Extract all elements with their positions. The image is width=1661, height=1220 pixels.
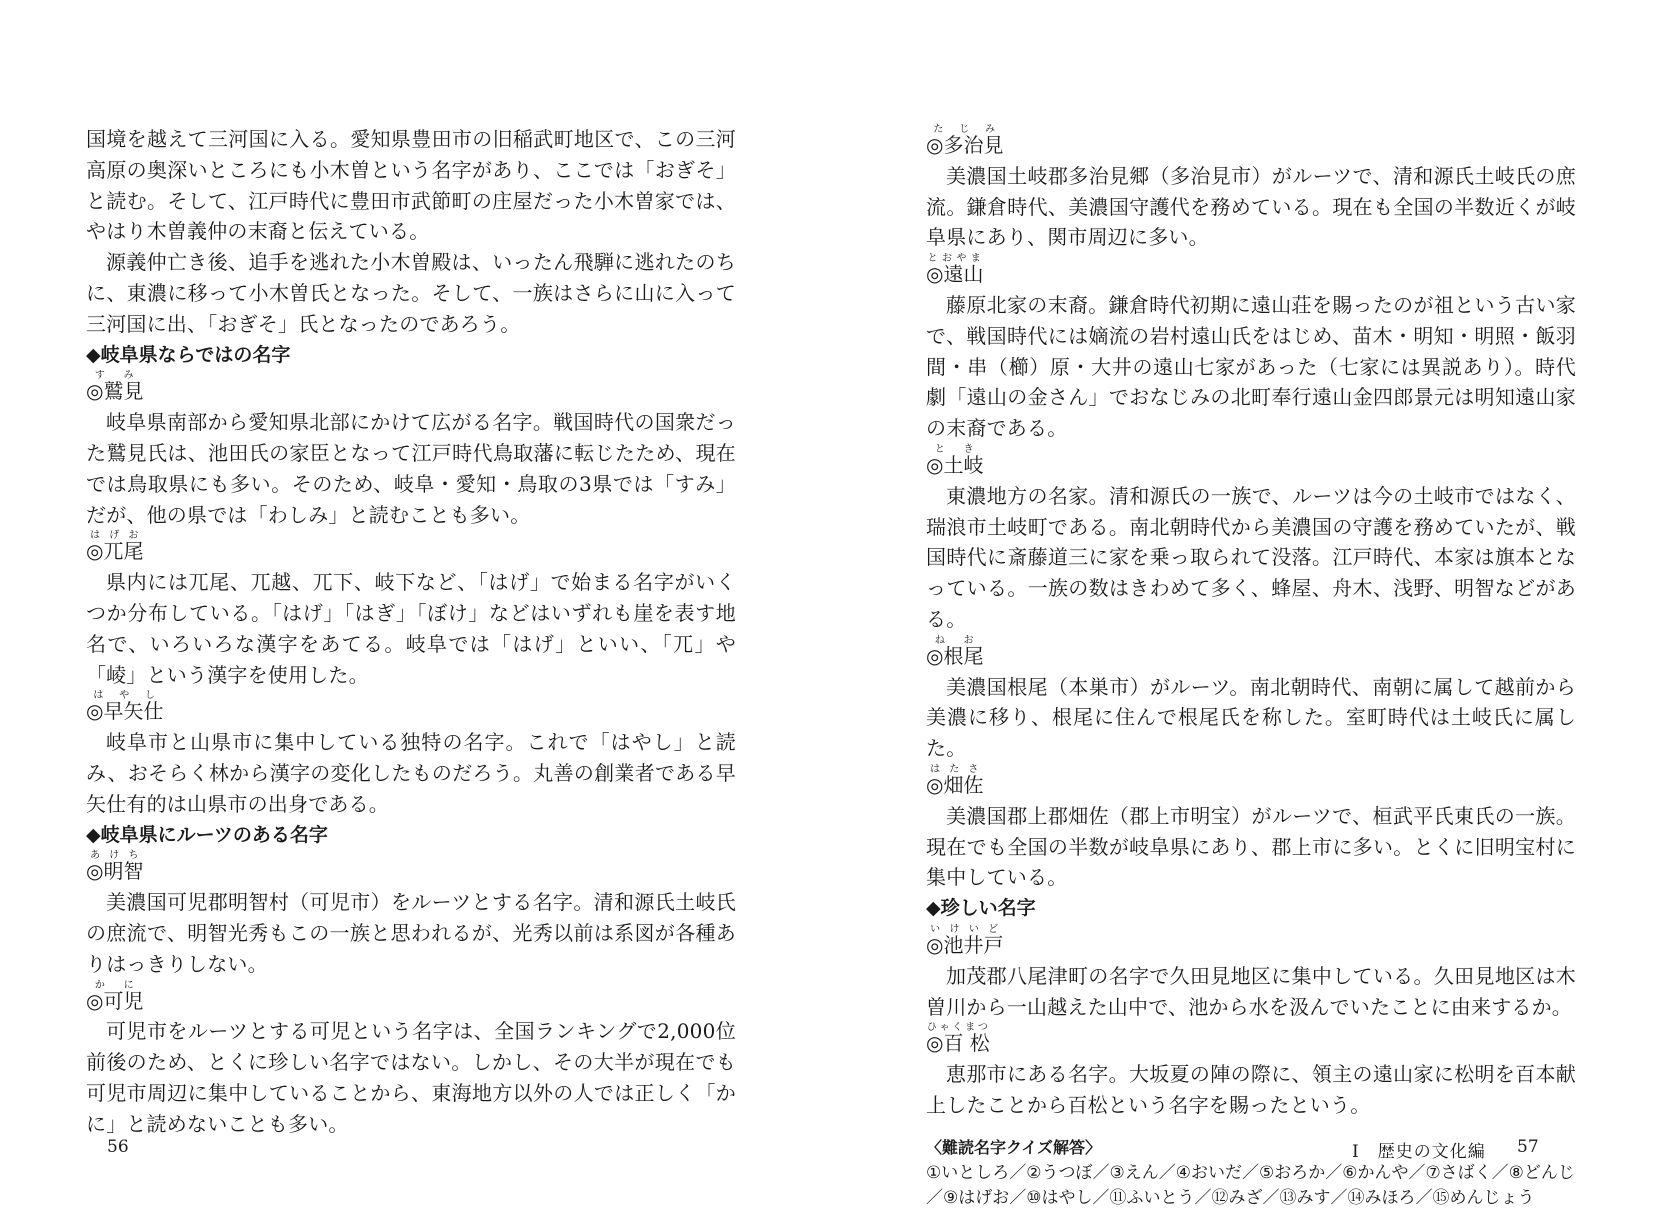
entry-title-sumi: ◎鷲見すみ: [86, 370, 144, 404]
entry-title-hyakumatsu: ◎百 松ひゃくまつ: [926, 1022, 990, 1056]
section-heading-gifu-roots: ◆岐阜県にルーツのある名字: [86, 823, 328, 846]
entry-text-hatasa: 美濃国郡上郡畑佐（郡上市明宝）がルーツで、桓武平氏東氏の一族。現在でも全国の半数が岐阜県にあり、郡上市に多い。とくに旧明宝村に集中している。: [926, 803, 1576, 890]
entry-text-ikeido: 加茂郡八尾津町の名字で久田見地区に集中している。久田見地区は木曽川から一山越えた山中で、池から水を汲んでいたことに由来するか。: [926, 963, 1576, 1019]
entry-text-hayashi: 岐阜市と山県市に集中している独特の名字。これで「はやし」と読み、おそらく林から漢字の変化したものだろう。丸善の創業者である早矢仕有的は山県市の出身である。: [86, 730, 736, 816]
entry-text-akechi: 美濃国可児郡明智村（可児市）をルーツとする名字。清和源氏土岐氏の庶流で、明智光秀もこの一族と思われるが、光秀以前は系図が各種ありはっきりしない。: [86, 890, 736, 976]
right-page: [926, 124, 1576, 1211]
entry-text-kani: 可児市をルーツとする可児という名字は、全国ランキングで2,000位前後のため、とくに珍しい名字ではない。しかし、その大半が現在でも可児市周辺に集中していることから、東海地方以外の人では正しく「かに」と読めないことも多い。: [86, 1019, 736, 1136]
quiz-answer-list: ①いとしろ／②うつぼ／③えん／④おいだ／⑤おろか／⑥かんや／⑦さばく／⑧どんじ／⑨はげお／⑩はやし／⑪ふいとう／⑫みざ／⑬みす／⑭みほろ／⑮めんじょう: [926, 1162, 1575, 1208]
entry-title-hatasa: ◎畑佐はたさ: [926, 763, 984, 797]
entry-title-toki: ◎土岐とき: [926, 443, 984, 477]
entry-text-neo: 美濃国根尾（本巣市）がルーツ。南北朝時代、南朝に属して越前から美濃に移り、根尾に住んで根尾氏を称した。室町時代は土岐氏に属した。: [926, 674, 1576, 761]
left-page: [86, 124, 736, 1140]
section-heading-gifu-unique: ◆岐阜県ならではの名字: [86, 343, 291, 366]
section-heading-rare: ◆珍しい名字: [926, 897, 1036, 920]
page-number-left: 56: [107, 1137, 129, 1157]
entry-title-tajimi: ◎多治見たじみ: [926, 124, 1004, 157]
entry-text-hageo: 県内には兀尾、兀越、兀下、岐下など、「はげ」で始まる名字がいくつか分布している。「はげ」「はぎ」「ぼけ」などはいずれも崖を表す地名で、いろいろな漢字をあてる。岐阜では「はげ」といい、「兀」や「崚」という漢字を使用した。: [86, 570, 736, 687]
running-section-label: Ⅰ 歴史の文化編: [1352, 1142, 1486, 1162]
entry-title-tooyama: ◎遠山とおやま: [926, 253, 984, 287]
intro-paragraph-2: 源義仲亡き後、追手を逃れた小木曽殿は、いったん飛騨に逃れたのちに、東濃に移って小木曽氏となった。そして、一族はさらに山に入って三河国に出、「おぎそ」氏となったのであろう。: [86, 250, 736, 336]
entry-text-toki: 東濃地方の名家。清和源氏の一族で、ルーツは今の土岐市ではなく、瑞浪市土岐町である。南北朝時代から美濃国の守護を務めていたが、戦国時代に斎藤道三に家を乗っ取られて没落。江戸時代、本家は旗本となっている。一族の数はきわめて多く、蜂屋、舟木、浅野、明智などがある。: [926, 483, 1576, 631]
entry-title-ikeido: ◎池井戸いけいど: [926, 923, 1004, 957]
entry-title-hayashi: ◎早矢仕はやし: [86, 690, 164, 724]
entry-text-sumi: 岐阜県南部から愛知県北部にかけて広がる名字。戦国時代の国衆だった鷲見氏は、池田氏の家臣となって江戸時代鳥取藩に転じたため、現在では鳥取県にも多い。そのため、岐阜・愛知・鳥取の3県では「すみ」だが、他の県では「わしみ」と読むことも多い。: [86, 410, 736, 527]
page-number-right: 57: [1517, 1137, 1539, 1157]
entry-title-hageo: ◎兀尾はげお: [86, 530, 144, 564]
quiz-answer-title: 〈難読名字クイズ解答〉: [926, 1137, 1102, 1157]
entry-text-tajimi: 美濃国土岐郡多治見郷（多治見市）がルーツで、清和源氏土岐氏の庶流。鎌倉時代、美濃国守護代を務めている。現在も全国の半数近くが岐阜県にあり、関市周辺に多い。: [926, 163, 1576, 250]
intro-paragraph-1: 国境を越えて三河国に入る。愛知県豊田市の旧稲武町地区で、この三河高原の奥深いところにも小木曽という名字があり、ここでは「おぎそ」と読む。そして、江戸時代に豊田市武節町の庄屋だった小木曽家では、やはり木曽義仲の末裔と伝えている。: [86, 127, 736, 244]
entry-title-neo: ◎根尾ねお: [926, 634, 984, 668]
entry-title-akechi: ◎明智あけち: [86, 850, 144, 884]
entry-title-kani: ◎可児かに: [86, 979, 144, 1013]
entry-text-hyakumatsu: 恵那市にある名字。大坂夏の陣の際に、領主の遠山家に松明を百本献上したことから百松という名字を賜ったという。: [926, 1062, 1576, 1117]
entry-text-tooyama: 藤原北家の末裔。鎌倉時代初期に遠山荘を賜ったのが祖という古い家で、戦国時代には嫡流の岩村遠山氏をはじめ、苗木・明知・明照・飯羽間・串（櫛）原・大井の遠山七家があった（七家には異説あり）。時代劇「遠山の金さん」でおなじみの北町奉行遠山金四郎景元は明知遠山家の末裔である。: [926, 292, 1576, 441]
